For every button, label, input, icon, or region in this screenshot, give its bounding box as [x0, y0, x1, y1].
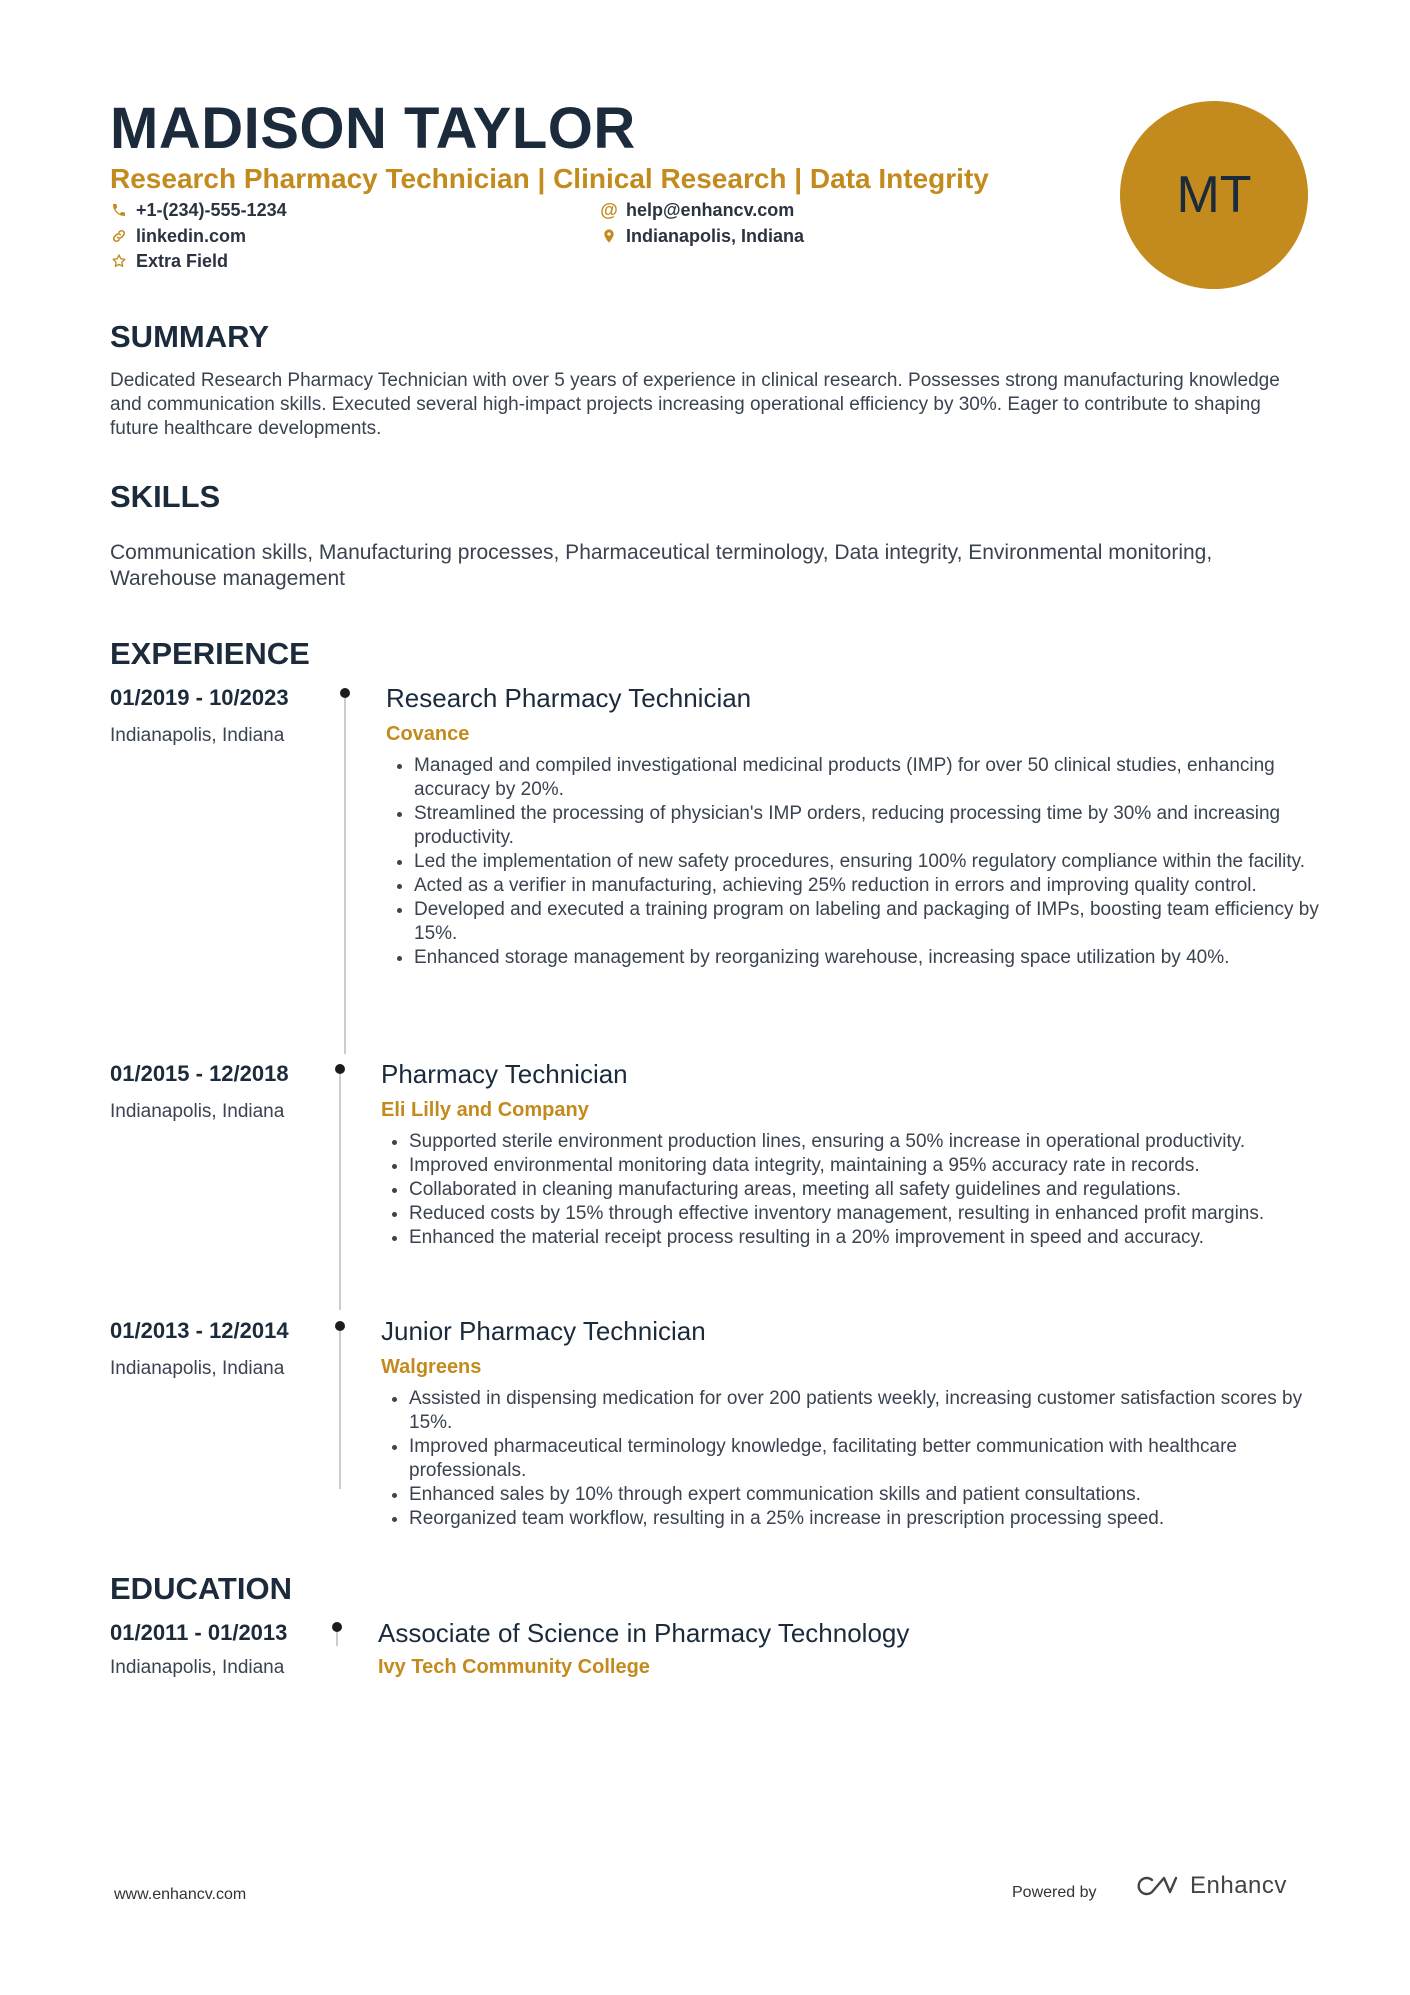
linkedin-text: linkedin.com: [136, 226, 247, 246]
contact-linkedin[interactable]: [110, 224, 246, 248]
timeline-line: [336, 1632, 338, 1646]
contact-extra-field: [110, 249, 228, 273]
list-item: • Managed and compiled investigational medicinal products (IMP) for over 50 clinical studies, enhancing accuracy by 20%.: [414, 754, 1344, 802]
experience-dates: 01/2013 - 12/2014: [110, 1318, 289, 1343]
experience-bullets: [381, 1130, 1339, 1250]
list-item: • Reorganized team workflow, resulting in a 25% increase in prescription processing speed.: [409, 1507, 1339, 1531]
list-item: • Enhanced storage management by reorganizing warehouse, increasing space utilization by 40%.: [414, 946, 1344, 970]
education-location: Indianapolis, Indiana: [110, 1657, 285, 1678]
skills-heading: SKILLS: [110, 479, 221, 514]
summary-text: Dedicated Research Pharmacy Technician with over 5 years of experience in clinical research. Possesses strong manufacturing knowledge and communication skills. Executed several high-impact projects increasing operational efficiency by 30%. Eager to contribute to shaping future healthcare developments.: [110, 370, 1280, 439]
education-degree: Associate of Science in Pharmacy Technology: [378, 1618, 910, 1648]
candidate-name: MADISON TAYLOR: [110, 96, 636, 161]
experience-dates: 01/2019 - 10/2023: [110, 685, 289, 710]
experience-company[interactable]: Eli Lilly and Company: [381, 1099, 589, 1121]
summary-heading: SUMMARY: [110, 319, 270, 354]
extra-field-text: Extra Field: [136, 251, 229, 271]
link-icon: [110, 227, 128, 245]
experience-bullets: [386, 754, 1344, 970]
experience-role: Research Pharmacy Technician: [386, 683, 752, 713]
experience-location: Indianapolis, Indiana: [110, 1358, 285, 1379]
experience-location: Indianapolis, Indiana: [110, 1101, 285, 1122]
headline: Research Pharmacy Technician | Clinical Research | Data Integrity: [110, 163, 989, 194]
list-item: • Assisted in dispensing medication for over 200 patients weekly, increasing customer satisfaction scores by 15%.: [409, 1387, 1339, 1435]
phone-text: +1-(234)-555-1234: [136, 200, 287, 220]
timeline-dot: [335, 1064, 345, 1074]
location-pin-icon: [600, 227, 618, 245]
phone-icon: [110, 201, 128, 219]
timeline-dot: [332, 1622, 342, 1632]
education-dates: 01/2011 - 01/2013: [110, 1620, 288, 1645]
timeline-dot: [340, 688, 350, 698]
list-item: • Enhanced sales by 10% through expert communication skills and patient consultations.: [409, 1483, 1339, 1507]
contact-phone[interactable]: [110, 198, 287, 222]
list-item: • Developed and executed a training program on labeling and packaging of IMPs, boosting team efficiency by 15%.: [414, 898, 1344, 946]
timeline-line: [339, 1074, 341, 1310]
experience-role: Pharmacy Technician: [381, 1059, 628, 1089]
list-item: • Improved environmental monitoring data integrity, maintaining a 95% accuracy rate in records.: [409, 1154, 1339, 1178]
email-text: help@enhancv.com: [626, 200, 795, 220]
list-item: • Enhanced the material receipt process resulting in a 20% improvement in speed and accuracy.: [409, 1226, 1339, 1250]
timeline-line: [339, 1331, 341, 1489]
at-icon: @: [600, 200, 618, 220]
footer-website[interactable]: www.enhancv.com: [114, 1886, 247, 1903]
timeline-line: [344, 698, 346, 1054]
timeline-dot: [335, 1321, 345, 1331]
experience-dates: 01/2015 - 12/2018: [110, 1061, 289, 1086]
experience-bullets: [381, 1387, 1339, 1531]
list-item: • Led the implementation of new safety procedures, ensuring 100% regulatory compliance within the facility.: [414, 850, 1344, 874]
contact-list: [110, 198, 1010, 278]
enhancv-logo-text: Enhancv: [1190, 1872, 1287, 1899]
list-item: • Improved pharmaceutical terminology knowledge, facilitating better communication with healthcare professionals.: [409, 1435, 1339, 1483]
experience-location: Indianapolis, Indiana: [110, 725, 285, 746]
experience-role: Junior Pharmacy Technician: [381, 1316, 706, 1346]
education-school[interactable]: Ivy Tech Community College: [378, 1656, 650, 1678]
experience-company[interactable]: Covance: [386, 723, 470, 745]
avatar-initials: MT: [1176, 166, 1252, 224]
experience-heading: EXPERIENCE: [110, 636, 310, 671]
powered-by-label: Powered by: [1012, 1884, 1097, 1901]
experience-company[interactable]: Walgreens: [381, 1356, 482, 1378]
list-item: • Collaborated in cleaning manufacturing areas, meeting all safety guidelines and regulations.: [409, 1178, 1339, 1202]
list-item: • Streamlined the processing of physician's IMP orders, reducing processing time by 30% and increasing productivity.: [414, 802, 1344, 850]
list-item: • Supported sterile environment production lines, ensuring a 50% increase in operational productivity.: [409, 1130, 1339, 1154]
education-heading: EDUCATION: [110, 1571, 292, 1606]
star-icon: [110, 252, 128, 270]
enhancv-logo-icon: [1132, 1872, 1180, 1900]
contact-email[interactable]: [600, 198, 794, 222]
enhancv-logo[interactable]: [1132, 1872, 1287, 1900]
list-item: • Acted as a verifier in manufacturing, achieving 25% reduction in errors and improving quality control.: [414, 874, 1344, 898]
avatar: [1120, 101, 1308, 289]
skills-text: Communication skills, Manufacturing processes, Pharmaceutical terminology, Data integrity, Environmental monitoring, Warehouse management: [110, 541, 1213, 590]
contact-location: [600, 224, 804, 248]
list-item: • Reduced costs by 15% through effective inventory management, resulting in enhanced profit margins.: [409, 1202, 1339, 1226]
location-text: Indianapolis, Indiana: [626, 226, 805, 246]
